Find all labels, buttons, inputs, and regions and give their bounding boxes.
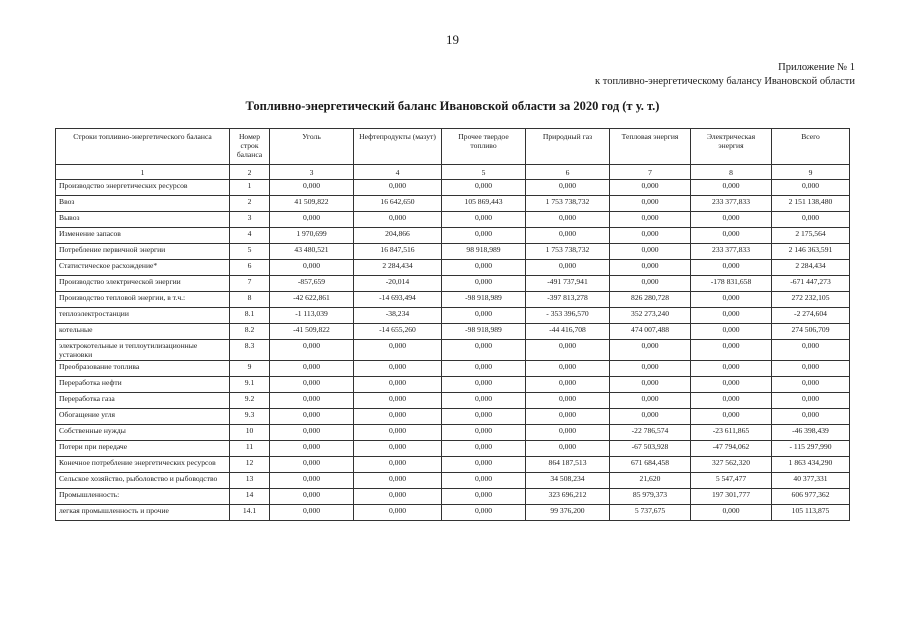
value-cell: 0,000 [354,473,442,489]
value-cell: 0,000 [526,212,610,228]
value-cell: -20,014 [354,276,442,292]
value-cell: 0,000 [610,409,691,425]
value-cell: 0,000 [442,228,526,244]
column-header: Строки топливно-энергетического баланса [56,129,230,165]
value-cell: 0,000 [442,425,526,441]
value-cell: 0,000 [270,489,354,505]
value-cell: 0,000 [691,228,772,244]
row-code-cell: 8.2 [230,324,270,340]
value-cell: 0,000 [442,457,526,473]
value-cell: 0,000 [691,361,772,377]
row-label-cell: Собственные нужды [56,425,230,441]
value-cell: 0,000 [772,340,850,361]
row-label-cell: Промышленность: [56,489,230,505]
value-cell: 606 977,362 [772,489,850,505]
value-cell: 0,000 [354,505,442,521]
value-cell: 0,000 [526,377,610,393]
value-cell: 85 979,373 [610,489,691,505]
value-cell: 41 509,822 [270,196,354,212]
row-code-cell: 8.3 [230,340,270,361]
column-header: Прочее твердое топливо [442,129,526,165]
value-cell: -397 813,278 [526,292,610,308]
value-cell: -46 398,439 [772,425,850,441]
value-cell: - 353 396,570 [526,308,610,324]
row-code-cell: 8 [230,292,270,308]
column-header: Электрическая энергия [691,129,772,165]
row-code-cell: 10 [230,425,270,441]
value-cell: 0,000 [610,340,691,361]
value-cell: 0,000 [270,505,354,521]
value-cell: 0,000 [270,441,354,457]
value-cell: 0,000 [354,489,442,505]
row-label-cell: Переработка нефти [56,377,230,393]
value-cell: 0,000 [270,260,354,276]
value-cell: 0,000 [691,505,772,521]
value-cell: 0,000 [354,393,442,409]
value-cell: 274 506,709 [772,324,850,340]
value-cell: 671 684,458 [610,457,691,473]
value-cell: -23 611,865 [691,425,772,441]
value-cell: -491 737,941 [526,276,610,292]
table-row [56,324,850,340]
table-body [56,165,850,521]
row-label-cell: Сельское хозяйство, рыболовство и рыбоводство [56,473,230,489]
energy-balance-table [55,128,850,521]
value-cell: 0,000 [442,308,526,324]
value-cell: 0,000 [442,180,526,196]
value-cell: 0,000 [270,393,354,409]
value-cell: 826 280,728 [610,292,691,308]
value-cell: 16 847,516 [354,244,442,260]
row-label-cell: Производство энергетических ресурсов [56,180,230,196]
row-code-cell: 9 [230,361,270,377]
column-number-cell: 2 [230,165,270,180]
value-cell: 0,000 [691,324,772,340]
value-cell: 0,000 [270,212,354,228]
row-code-cell: 4 [230,228,270,244]
row-code-cell: 9.1 [230,377,270,393]
row-code-cell: 13 [230,473,270,489]
table-row [56,377,850,393]
row-code-cell: 2 [230,196,270,212]
table-header-row [56,129,850,165]
column-number-cell: 9 [772,165,850,180]
row-label-cell: Обогащение угля [56,409,230,425]
table-row [56,276,850,292]
value-cell: 98 918,989 [442,244,526,260]
table-row [56,393,850,409]
value-cell: -42 622,861 [270,292,354,308]
value-cell: 0,000 [270,409,354,425]
row-code-cell: 12 [230,457,270,473]
value-cell: 0,000 [526,409,610,425]
row-label-cell: Производство электрической энергии [56,276,230,292]
value-cell: 0,000 [442,377,526,393]
value-cell: 864 187,513 [526,457,610,473]
value-cell: 2 175,564 [772,228,850,244]
value-cell: 0,000 [354,361,442,377]
value-cell: 0,000 [354,425,442,441]
value-cell: 16 642,650 [354,196,442,212]
value-cell: 1 970,699 [270,228,354,244]
value-cell: 0,000 [442,393,526,409]
table-row [56,457,850,473]
row-code-cell: 6 [230,260,270,276]
value-cell: 0,000 [270,180,354,196]
value-cell: 2 284,434 [772,260,850,276]
value-cell: 474 007,488 [610,324,691,340]
value-cell: 272 232,105 [772,292,850,308]
table-row [56,244,850,260]
value-cell: 105 869,443 [442,196,526,212]
page-number: 19 [446,32,459,47]
value-cell: -22 786,574 [610,425,691,441]
value-cell: 99 376,200 [526,505,610,521]
table-row [56,180,850,196]
value-cell: 0,000 [610,260,691,276]
value-cell: 233 377,833 [691,244,772,260]
value-cell: 0,000 [270,340,354,361]
value-cell: 0,000 [442,212,526,228]
value-cell: 2 284,434 [354,260,442,276]
value-cell: 5 547,477 [691,473,772,489]
value-cell: 21,620 [610,473,691,489]
value-cell: 0,000 [526,180,610,196]
table-row [56,409,850,425]
row-label-cell: электрокотельные и теплоутилизационные установки [56,340,230,361]
row-label-cell: Преобразование топлива [56,361,230,377]
value-cell: 5 737,675 [610,505,691,521]
value-cell: 0,000 [610,212,691,228]
value-cell: 0,000 [772,393,850,409]
column-header: Всего [772,129,850,165]
row-label-cell: Переработка газа [56,393,230,409]
value-cell: 0,000 [442,340,526,361]
table-row [56,473,850,489]
value-cell: 2 146 363,591 [772,244,850,260]
table-row [56,308,850,324]
value-cell: 0,000 [442,441,526,457]
row-code-cell: 14.1 [230,505,270,521]
value-cell: -1 113,039 [270,308,354,324]
value-cell: -67 503,928 [610,441,691,457]
value-cell: -671 447,273 [772,276,850,292]
value-cell: 0,000 [691,409,772,425]
row-label-cell: Производство тепловой энергии, в т.ч.: [56,292,230,308]
row-label-cell: легкая промышленность и прочие [56,505,230,521]
column-header: Нефтепродукты (мазут) [354,129,442,165]
document-title: Топливно-энергетический баланс Ивановской области за 2020 год (т у. т.) [245,99,660,113]
appendix-line-2: к топливно-энергетическому балансу Ивановской области [595,76,855,87]
value-cell: 0,000 [354,340,442,361]
value-cell: 0,000 [354,457,442,473]
column-number-cell: 7 [610,165,691,180]
value-cell: 0,000 [772,180,850,196]
value-cell: 197 301,777 [691,489,772,505]
value-cell: -2 274,604 [772,308,850,324]
value-cell: 0,000 [442,361,526,377]
value-cell: 1 753 738,732 [526,244,610,260]
table-row [56,260,850,276]
value-cell: 0,000 [526,361,610,377]
value-cell: -41 509,822 [270,324,354,340]
row-label-cell: Потери при передаче [56,441,230,457]
value-cell: -14 693,494 [354,292,442,308]
value-cell: 0,000 [270,425,354,441]
value-cell: 43 480,521 [270,244,354,260]
appendix-line-1: Приложение № 1 [778,62,855,73]
column-number-cell: 4 [354,165,442,180]
value-cell: 0,000 [270,457,354,473]
value-cell: -44 416,708 [526,324,610,340]
value-cell: 0,000 [354,212,442,228]
row-code-cell: 14 [230,489,270,505]
table-row [56,425,850,441]
value-cell: 0,000 [442,276,526,292]
value-cell: 0,000 [772,409,850,425]
value-cell: 0,000 [270,473,354,489]
value-cell: 0,000 [610,276,691,292]
column-header: Природный газ [526,129,610,165]
table-row [56,340,850,361]
column-number-cell: 6 [526,165,610,180]
value-cell: 0,000 [691,393,772,409]
value-cell: 0,000 [442,409,526,425]
row-label-cell: котельные [56,324,230,340]
row-code-cell: 11 [230,441,270,457]
row-label-cell: Изменение запасов [56,228,230,244]
value-cell: 0,000 [442,505,526,521]
value-cell: 40 377,331 [772,473,850,489]
value-cell: -98 918,989 [442,324,526,340]
value-cell: 0,000 [610,180,691,196]
value-cell: 0,000 [526,260,610,276]
row-code-cell: 8.1 [230,308,270,324]
value-cell: 0,000 [772,377,850,393]
value-cell: 0,000 [354,180,442,196]
column-number-cell: 5 [442,165,526,180]
value-cell: -857,659 [270,276,354,292]
value-cell: 0,000 [354,377,442,393]
value-cell: 0,000 [610,244,691,260]
value-cell: 34 508,234 [526,473,610,489]
value-cell: 0,000 [691,377,772,393]
value-cell: 0,000 [526,228,610,244]
value-cell: 2 151 138,480 [772,196,850,212]
table-row [56,505,850,521]
value-cell: 0,000 [526,425,610,441]
table-row [56,361,850,377]
value-cell: 0,000 [610,361,691,377]
value-cell: 0,000 [442,489,526,505]
value-cell: 0,000 [610,196,691,212]
value-cell: 0,000 [354,409,442,425]
column-header: Уголь [270,129,354,165]
value-cell: 0,000 [691,292,772,308]
column-number-row [56,165,850,180]
row-code-cell: 5 [230,244,270,260]
row-code-cell: 9.2 [230,393,270,409]
column-number-cell: 8 [691,165,772,180]
value-cell: - 115 297,990 [772,441,850,457]
row-code-cell: 3 [230,212,270,228]
row-label-cell: Конечное потребление энергетических ресурсов [56,457,230,473]
table-row [56,292,850,308]
value-cell: 0,000 [610,228,691,244]
value-cell: -14 655,260 [354,324,442,340]
value-cell: 0,000 [610,393,691,409]
value-cell: -47 794,062 [691,441,772,457]
column-number-cell: 1 [56,165,230,180]
row-label-cell: Вывоз [56,212,230,228]
column-number-cell: 3 [270,165,354,180]
value-cell: 0,000 [526,441,610,457]
value-cell: 0,000 [691,180,772,196]
row-code-cell: 9.3 [230,409,270,425]
value-cell: 204,866 [354,228,442,244]
value-cell: 0,000 [691,308,772,324]
column-header: Номер строк баланса [230,129,270,165]
value-cell: 0,000 [772,212,850,228]
value-cell: 0,000 [442,473,526,489]
value-cell: -98 918,989 [442,292,526,308]
table-row [56,196,850,212]
value-cell: 0,000 [526,340,610,361]
value-cell: 0,000 [610,377,691,393]
row-label-cell: Потребление первичной энергии [56,244,230,260]
column-header: Тепловая энергия [610,129,691,165]
value-cell: -178 831,658 [691,276,772,292]
value-cell: 1 753 738,732 [526,196,610,212]
row-code-cell: 7 [230,276,270,292]
table-row [56,228,850,244]
row-label-cell: Ввоз [56,196,230,212]
value-cell: 0,000 [772,361,850,377]
table-row [56,489,850,505]
value-cell: 1 863 434,290 [772,457,850,473]
value-cell: 0,000 [354,441,442,457]
value-cell: 105 113,875 [772,505,850,521]
appendix-caption [595,61,855,89]
value-cell: 0,000 [691,212,772,228]
value-cell: 233 377,833 [691,196,772,212]
table-row [56,441,850,457]
table-row [56,212,850,228]
value-cell: 0,000 [270,377,354,393]
value-cell: 323 696,212 [526,489,610,505]
value-cell: 352 273,240 [610,308,691,324]
row-code-cell: 1 [230,180,270,196]
row-label-cell: Статистическое расхождение* [56,260,230,276]
value-cell: -38,234 [354,308,442,324]
value-cell: 0,000 [526,393,610,409]
value-cell: 0,000 [442,260,526,276]
value-cell: 0,000 [270,361,354,377]
value-cell: 327 562,320 [691,457,772,473]
value-cell: 0,000 [691,340,772,361]
row-label-cell: теплоэлектростанции [56,308,230,324]
value-cell: 0,000 [691,260,772,276]
